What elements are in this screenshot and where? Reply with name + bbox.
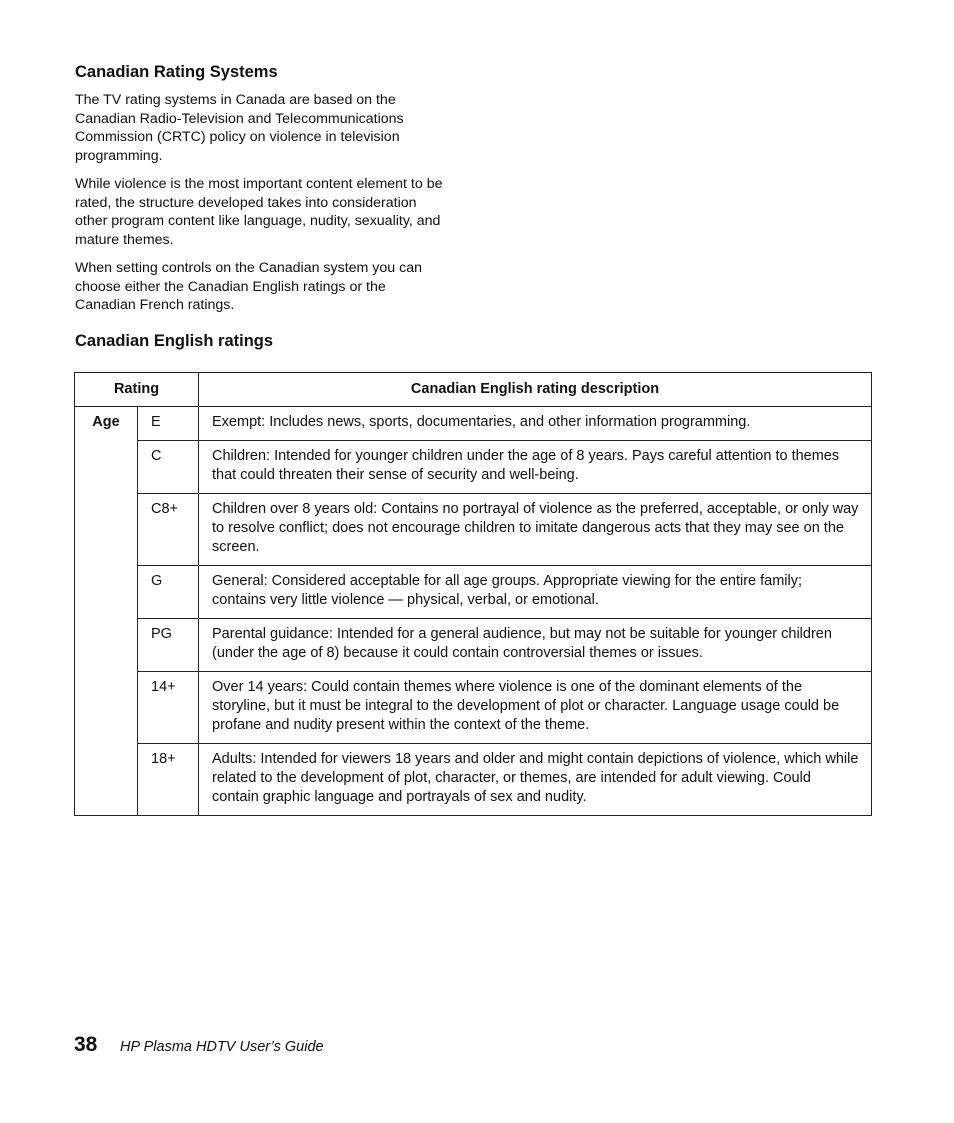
- rating-description: Children over 8 years old: Contains no portrayal of violence as the preferred, acceptable, or only way to resolve conflict; does not encourage children to imitate dangerous acts that they may see on the screen.: [199, 494, 872, 566]
- ratings-table: [74, 372, 872, 816]
- paragraph-setting-controls: When setting controls on the Canadian system you can choose either the Canadian English ratings or the Canadian French ratings.: [75, 260, 422, 314]
- section-title-canadian-english-ratings: Canadian English ratings: [75, 332, 274, 350]
- rating-description: Adults: Intended for viewers 18 years and older and might contain depictions of violence, which while related to the development of plot, character, or themes, are intended for adult viewing. Could contain graphic language and portrayals of sex and nudity.: [199, 744, 872, 816]
- paragraph-violence-content: While violence is the most important content element to be rated, the structure developed takes into consideration other program content like language, nudity, sexuality, and mature themes.: [75, 176, 443, 249]
- table-row: [75, 619, 872, 672]
- table-row: [75, 407, 872, 441]
- rating-description: Over 14 years: Could contain themes where violence is one of the dominant elements of the storyline, but it must be integral to the development of plot or character. Language usage could be profane and nudity present within the context of the theme.: [199, 672, 872, 744]
- rating-code: 18+: [138, 744, 199, 816]
- rating-code: 14+: [138, 672, 199, 744]
- rating-code: C8+: [138, 494, 199, 566]
- section-title-canadian-rating-systems: Canadian Rating Systems: [75, 63, 278, 81]
- rating-description: General: Considered acceptable for all age groups. Appropriate viewing for the entire family; contains very little violence — physical, verbal, or emotional.: [199, 566, 872, 619]
- rating-description: Exempt: Includes news, sports, documentaries, and other information programming.: [199, 407, 872, 441]
- table-row: [75, 744, 872, 816]
- rating-code: G: [138, 566, 199, 619]
- rating-code: C: [138, 441, 199, 494]
- rating-description: Children: Intended for younger children under the age of 8 years. Pays careful attention to themes that could threaten their sense of security and well-being.: [199, 441, 872, 494]
- header-rating: Rating: [75, 373, 199, 407]
- table-header-row: [75, 373, 872, 407]
- rating-code: E: [138, 407, 199, 441]
- category-age: Age: [75, 407, 138, 816]
- rating-description: Parental guidance: Intended for a general audience, but may not be suitable for younger children (under the age of 8) because it could contain controversial themes or issues.: [199, 619, 872, 672]
- paragraph-crtc-intro: The TV rating systems in Canada are based on the Canadian Radio-Television and Telecommunications Commission (CRTC) policy on violence in television programming.: [75, 92, 404, 165]
- guide-title: HP Plasma HDTV User’s Guide: [120, 1039, 324, 1055]
- rating-code: PG: [138, 619, 199, 672]
- table-row: [75, 672, 872, 744]
- table-row: [75, 566, 872, 619]
- page-number: 38: [74, 1033, 98, 1056]
- table-row: [75, 494, 872, 566]
- table-row: [75, 441, 872, 494]
- header-description: Canadian English rating description: [199, 373, 872, 407]
